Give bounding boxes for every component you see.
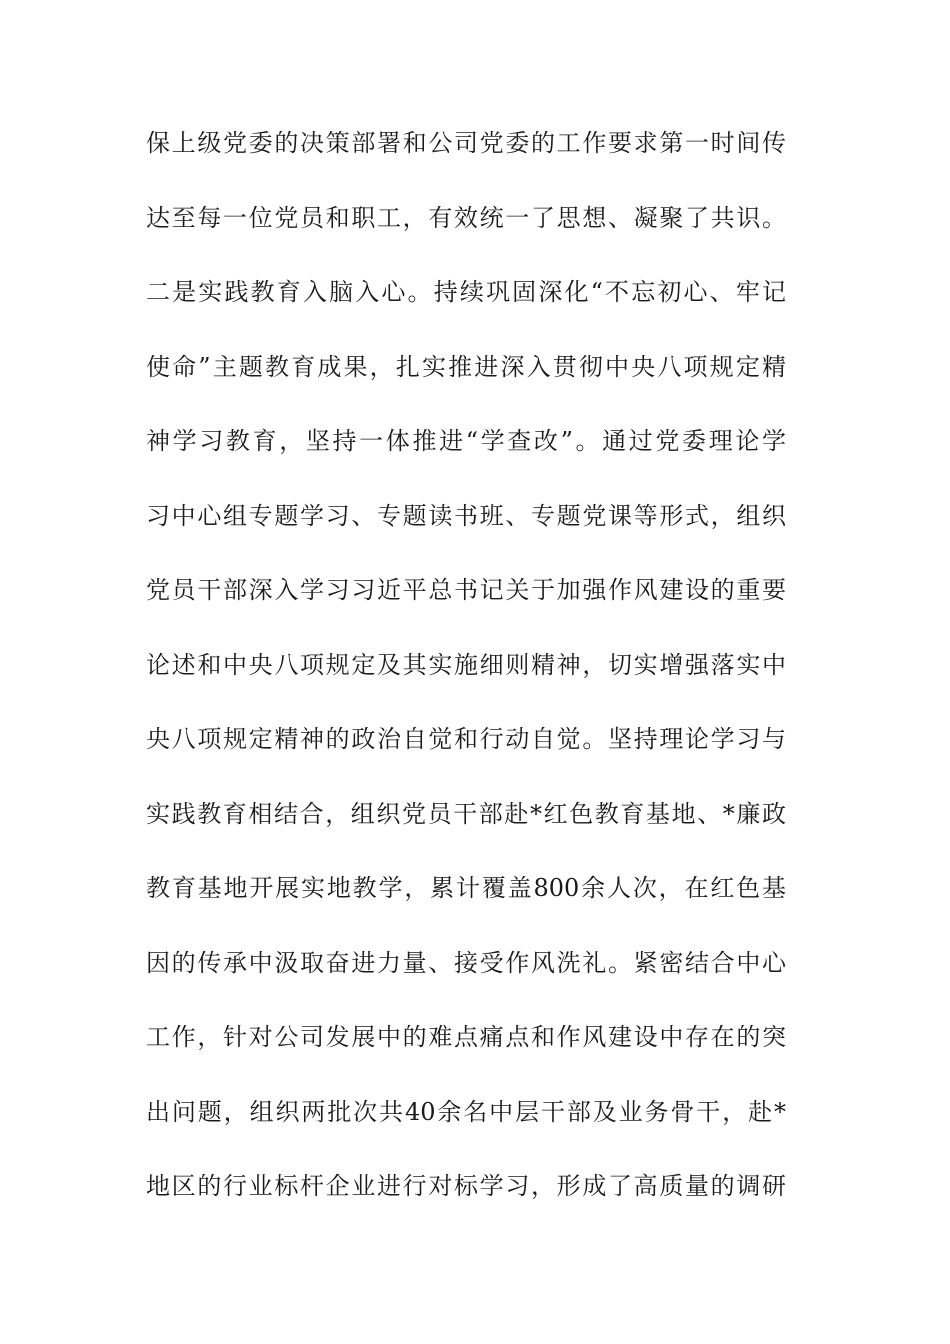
- text-line-14: 出问题，组织两批次共40余名中层干部及业务骨干，赴*: [146, 1097, 786, 1126]
- text-line-2: 达至每一位党员和职工，有效统一了思想、凝聚了共识。: [146, 203, 786, 232]
- text-line-13: 工作，针对公司发展中的难点痛点和作风建设中存在的突: [146, 1023, 786, 1051]
- text-line-15: 地区的行业标杆企业进行对标学习，形成了高质量的调研: [146, 1172, 786, 1200]
- text-line-11: 教育基地开展实地教学，累计覆盖800余人次，在红色基: [146, 874, 786, 902]
- body-text: [146, 120, 786, 1238]
- text-line-12: 因的传承中汲取奋进力量、接受作风洗礼。紧密结合中心: [146, 948, 786, 977]
- text-line-6: 习中心组专题学习、专题读书班、专题党课等形式，组织: [146, 501, 786, 530]
- text-line-7: 党员干部深入学习习近平总书记关于加强作风建设的重要: [146, 576, 786, 604]
- text-line-1: 保上级党委的决策部署和公司党委的工作要求第一时间传: [146, 129, 786, 157]
- text-line-10: 实践教育相结合，组织党员干部赴*红色教育基地、*廉政: [146, 799, 786, 828]
- text-line-3: 二是实践教育入脑入心。持续巩固深化“不忘初心、牢记: [146, 278, 786, 306]
- text-line-5: 神学习教育，坚持一体推进“学查改”。通过党委理论学: [146, 427, 786, 455]
- text-line-8: 论述和中央八项规定及其实施细则精神，切实增强落实中: [146, 650, 786, 679]
- text-line-9: 央八项规定精神的政治自觉和行动自觉。坚持理论学习与: [146, 725, 786, 753]
- text-line-4: 使命”主题教育成果，扎实推进深入贯彻中央八项规定精: [146, 352, 786, 381]
